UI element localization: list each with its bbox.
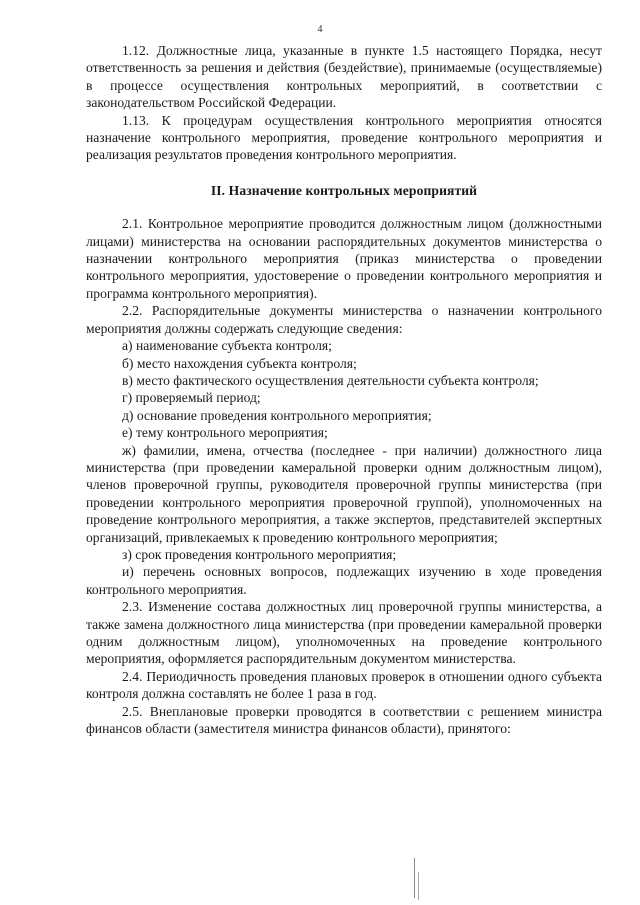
list-item: е) тему контрольного мероприятия; — [122, 425, 328, 441]
list-item: г) проверяемый период; — [122, 390, 261, 406]
paragraph-2-3: 2.3. Изменение состава должностных лиц проверочной группы министерства, а также замена должностного лица министерства (при проведении камеральной проверки одним должностным лицом), уполномоченных на проведение контрольного мероприятия, оформляется распорядительным документом министерства. — [86, 599, 602, 667]
paragraph-2-5: 2.5. Внеплановые проверки проводятся в соответствии с решением министра финансов области (заместителя министра финансов области), принятого: — [86, 703, 602, 737]
paragraph-2-1: 2.1. Контрольное мероприятие проводится должностным лицом (должностными лицами) министерства на основании распорядительных документов министерства о назначении контрольного мероприятия (приказ министерства о проведении контрольного мероприятия, удостоверение о проведении контрольного мероприятия и программа контрольного мероприятия). — [86, 216, 602, 301]
page-number: 4 — [317, 24, 323, 35]
paragraph-1-12: 1.12. Должностные лица, указанные в пункте 1.5 настоящего Порядка, несут ответственность за решения и действия (бездействие), принимаемые (осуществляемые) в процессе осуществления контрольных мероприятий, в соответствии с законодательством Российской Федерации. — [86, 43, 602, 111]
paragraph-2-4: 2.4. Периодичность проведения плановых проверок в отношении одного субъекта контроля должна составлять не более 1 раза в год. — [86, 668, 602, 702]
section-heading: II. Назначение контрольных мероприятий — [210, 182, 478, 198]
list-item: з) срок проведения контрольного мероприятия; — [122, 546, 397, 562]
list-item: д) основание проведения контрольного мероприятия; — [122, 407, 432, 423]
document-body — [86, 42, 602, 737]
list-item: и) перечень основных вопросов, подлежащих изучению в ходе проведения контрольного мероприятия. — [86, 564, 602, 597]
list-item: б) место нахождения субъекта контроля; — [122, 355, 357, 371]
scan-mark — [418, 872, 419, 900]
paragraph-2-2: 2.2. Распорядительные документы министерства о назначении контрольного мероприятия должны содержать следующие сведения: — [86, 303, 602, 336]
paragraph-1-13: 1.13. К процедурам осуществления контрольного мероприятия относятся назначение контрольного мероприятия, проведение контрольного мероприятия и реализация результатов проведения контрольного мероприятия. — [86, 112, 602, 163]
list-item: ж) фамилии, имена, отчества (последнее - при наличии) должностного лица министерства (при проведении камеральной проверки одним должностным лицом), членов проверочной группы, руководителя проверочной группы министерства (при проведении контрольного мероприятия проверочной группой), уполномоченных на проведение контрольного мероприятия, а также экспертов, представителей экспертных организаций, привлекаемых к проведению контрольного мероприятия; — [86, 442, 602, 545]
scan-mark — [414, 858, 415, 898]
list-item: в) место фактического осуществления деятельности субъекта контроля; — [122, 372, 539, 388]
list-item: а) наименование субъекта контроля; — [122, 338, 332, 354]
